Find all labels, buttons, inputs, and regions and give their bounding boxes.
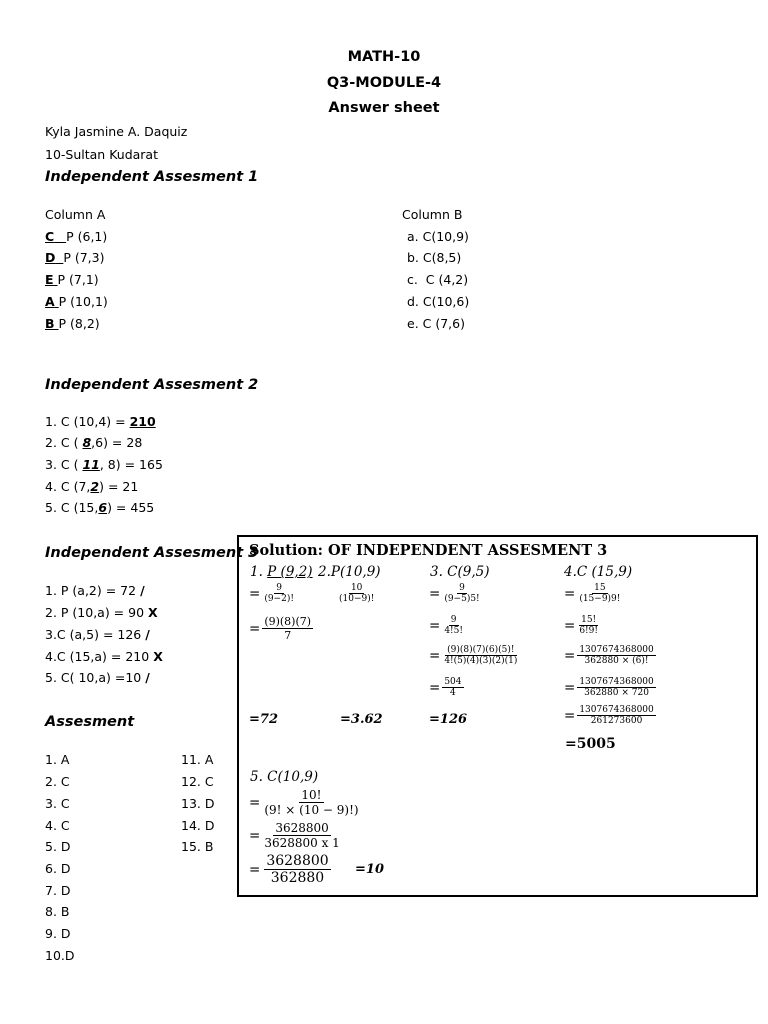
ia2-item: 2. C ( 8,6) = 28 xyxy=(45,435,143,450)
column-b-item: c. C (4,2) xyxy=(407,272,469,287)
answer: C xyxy=(45,229,55,244)
p4-result: =5005 xyxy=(565,736,616,752)
title-answer-sheet: Answer sheet xyxy=(328,100,440,116)
assessment-item: 5. D xyxy=(45,839,71,854)
p1-step-1: = $\frac{9}{(9-2)!}$ xyxy=(249,583,294,604)
ia3-item: 3.C (a,5) = 126 / xyxy=(45,627,150,642)
p5-step-3: = $\frac{3628800}{362880}$ xyxy=(249,853,329,886)
p1-step-2: = $\frac{(9)(8)(7)}{7}$ xyxy=(249,615,312,642)
column-a-item: E P (7,1) xyxy=(45,272,99,287)
ia2-item: 3. C ( 11, 8) = 165 xyxy=(45,457,163,472)
assessment-item: 12. C xyxy=(181,774,214,789)
assessment-item: 4. C xyxy=(45,818,70,833)
answer: E xyxy=(45,272,54,287)
column-b-item: d. C(10,6) xyxy=(407,294,470,309)
p4-step-1: = $\frac{15}{(15-9)9!}$ xyxy=(564,583,621,604)
solution-title: Solution: OF INDEPENDENT ASSESMENT 3 xyxy=(249,542,608,559)
column-a-item: C P (6,1) xyxy=(45,229,108,244)
answer: 210 xyxy=(129,414,156,429)
ia3-item: 4.C (15,a) = 210 X xyxy=(45,649,163,664)
problem-2-label: 2.P(10,9) xyxy=(318,564,381,580)
wrong-mark: X xyxy=(148,605,158,620)
assessment-item: 8. B xyxy=(45,904,70,919)
assessment-heading: Assesment xyxy=(45,714,135,730)
problem-3-label: 3. C(9,5) xyxy=(430,564,490,580)
assessment-item: 13. D xyxy=(181,796,215,811)
assessment-item: 9. D xyxy=(45,926,71,941)
answer: 6 xyxy=(98,500,108,515)
p2-result: =3.62 xyxy=(340,712,383,727)
p5-step-1: = $\frac{10!}{(9! \times (10 - 9)!)}$ xyxy=(249,788,359,817)
p4-step-3: = $\frac{1307674368000}{362880 \times (6)!}$ xyxy=(564,645,654,666)
answer: 11 xyxy=(82,457,100,472)
p4-step-4: = $\frac{1307674368000}{362880 \times 720}$ xyxy=(564,677,654,698)
column-a-label: Column A xyxy=(45,207,106,222)
ia3-item: 2. P (10,a) = 90 X xyxy=(45,605,158,620)
assessment-item: 1. A xyxy=(45,752,70,767)
assessment-item: 11. A xyxy=(181,752,214,767)
p2-step-1: 10 (10−9)! xyxy=(339,583,375,604)
ia3-item: 1. P (a,2) = 72 / xyxy=(45,583,145,598)
title-module: Q3-MODULE-4 xyxy=(326,75,442,91)
assessment-item: 10.D xyxy=(45,948,75,963)
ia2-heading: Independent Assesment 2 xyxy=(45,377,259,393)
solution-box xyxy=(237,535,758,897)
ia3-heading: Independent Assesment 3 xyxy=(45,545,259,561)
ia2-item: 4. C (7,2) = 21 xyxy=(45,479,139,494)
check-mark: / xyxy=(140,583,145,598)
ia3-item: 5. C( 10,a) =10 / xyxy=(45,670,150,685)
problem-4-label: 4.C (15,9) xyxy=(564,564,633,580)
column-b-item: e. C (7,6) xyxy=(407,316,465,331)
column-b-item: b. C(8,5) xyxy=(407,250,462,265)
p3-step-2: = $\frac{9}{4!5!}$ xyxy=(429,615,463,636)
assessment-item: 2. C xyxy=(45,774,70,789)
answer: B xyxy=(45,316,55,331)
problem-5-label: 5. C(10,9) xyxy=(250,769,319,785)
column-a-item: A P (10,1) xyxy=(45,294,108,309)
column-a-item: B P (8,2) xyxy=(45,316,100,331)
answer: 2 xyxy=(90,479,100,494)
p5-step-2: = $\frac{3628800}{3628800 x 1}$ xyxy=(249,821,340,850)
assessment-item: 6. D xyxy=(45,861,71,876)
ia2-item: 1. C (10,4) = 210 xyxy=(45,414,156,429)
p3-step-3: = $\frac{(9)(8)(7)(6)(5)!}{4!(5)(4)(3)(2)(1)}$ xyxy=(429,645,518,666)
wrong-mark: X xyxy=(153,649,163,664)
check-mark: / xyxy=(145,627,150,642)
p4-step-2: = $\frac{15!}{6!9!}$ xyxy=(564,615,598,636)
title-subject: MATH-10 xyxy=(347,49,421,65)
column-b-item: a. C(10,9) xyxy=(407,229,469,244)
assessment-item: 15. B xyxy=(181,839,214,854)
student-name: Kyla Jasmine A. Daquiz xyxy=(45,124,188,139)
column-b-label: Column B xyxy=(402,207,463,222)
ia2-item: 5. C (15,6) = 455 xyxy=(45,500,155,515)
answer: 8 xyxy=(82,435,92,450)
check-mark: / xyxy=(145,670,150,685)
answer: D xyxy=(45,250,56,265)
p4-step-5: = $\frac{1307674368000}{261273600}$ xyxy=(564,705,654,726)
assessment-item: 7. D xyxy=(45,883,71,898)
assessment-item: 14. D xyxy=(181,818,215,833)
problem-1-label: 1. P (9,2) xyxy=(250,564,313,580)
p1-result: =72 xyxy=(249,712,278,727)
assessment-item: 3. C xyxy=(45,796,70,811)
answer: A xyxy=(45,294,55,309)
student-section: 10-Sultan Kudarat xyxy=(45,147,158,162)
p3-step-4: = $\frac{504}{4}$ xyxy=(429,677,462,698)
p3-result: =126 xyxy=(429,712,468,727)
p3-step-1: = $\frac{9}{(9-5)5!}$ xyxy=(429,583,480,604)
column-a-item: D P (7,3) xyxy=(45,250,105,265)
p5-result: =10 xyxy=(355,862,384,877)
ia1-heading: Independent Assesment 1 xyxy=(45,169,259,185)
